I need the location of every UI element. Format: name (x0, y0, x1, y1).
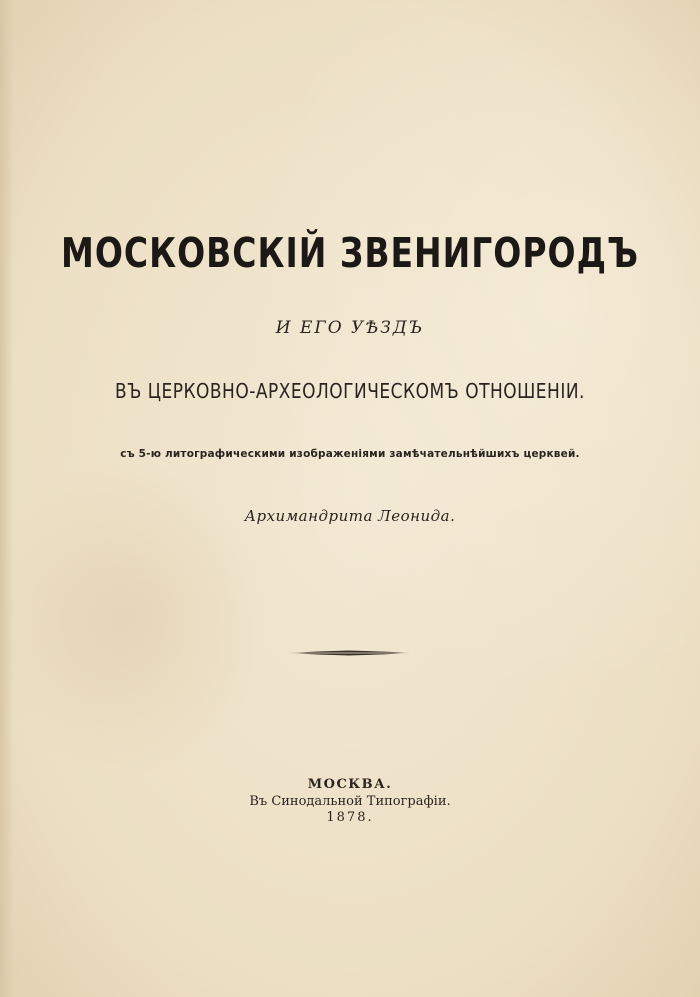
author-line: Архимандрита Леонида. (244, 507, 456, 525)
imprint-printer: Въ Синодальной Типографіи. (249, 794, 451, 809)
illustrations-note: съ 5-ю литографическими изображеніями замѣчательнѣйшихъ церквей. (120, 448, 580, 460)
decorative-rule (288, 648, 410, 658)
imprint-year: 1878. (326, 810, 374, 825)
book-title: МОСКОВСКІЙ ЗВЕНИГОРОДЪ (61, 228, 639, 277)
page-edge-shadow (0, 0, 14, 997)
imprint-place: МОСКВА. (307, 777, 393, 792)
book-subtitle: И ЕГО УѢЗДЪ (275, 318, 425, 338)
book-subtitle-2: ВЪ ЦЕРКОВНО-АРХЕОЛОГИЧЕСКОМЪ ОТНОШЕНІИ. (115, 380, 585, 404)
